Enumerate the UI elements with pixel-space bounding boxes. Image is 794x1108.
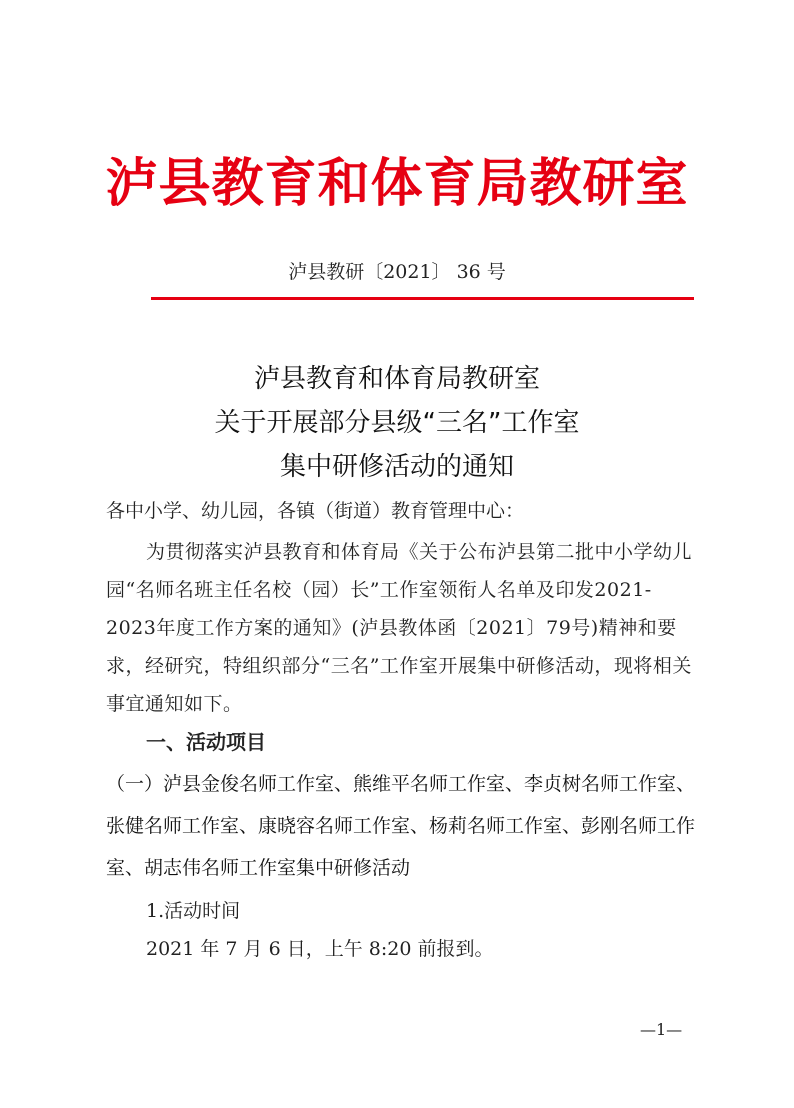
red-divider-line — [151, 297, 694, 300]
notice-title-line-1: 泸县教育和体育局教研室 — [253, 364, 540, 394]
document-number: 泸县教研〔2021〕 36 号 — [288, 261, 506, 283]
item-activity-time: 1.活动时间 — [146, 900, 241, 922]
section-heading-activities: 一、活动项目 — [146, 730, 266, 754]
intro-paragraph: 为贯彻落实泸县教育和体育局《关于公布泸县第二批中小学幼儿园“名师名班主任名校（园）长”工作室领衔人名单及印发2021-2023年度工作方案的通知》(泸县教体函〔2021〕79号)精神和要求，经研究，特组织部分“三名”工作室开展集中研修活动，现将相关事宜通知如下。 — [106, 541, 693, 715]
activity-time-text: 2021 年 7 月 6 日，上午 8:20 前报到。 — [146, 938, 494, 960]
page-number: —1— — [640, 1020, 683, 1039]
masthead-title: 泸县教育和体育局教研室 — [105, 154, 689, 214]
subsection-heading: （一）泸县金俊名师工作室、熊维平名师工作室、李贞树名师工作室、张健名师工作室、康晓容名师工作室、杨莉名师工作室、彭刚名师工作室、胡志伟名师工作室集中研修活动 — [106, 773, 696, 879]
notice-title-line-3: 集中研修活动的通知 — [279, 452, 514, 482]
salutation: 各中小学、幼儿园，各镇（街道）教育管理中心： — [106, 500, 525, 522]
notice-title-line-2: 关于开展部分县级“三名”工作室 — [214, 408, 580, 438]
